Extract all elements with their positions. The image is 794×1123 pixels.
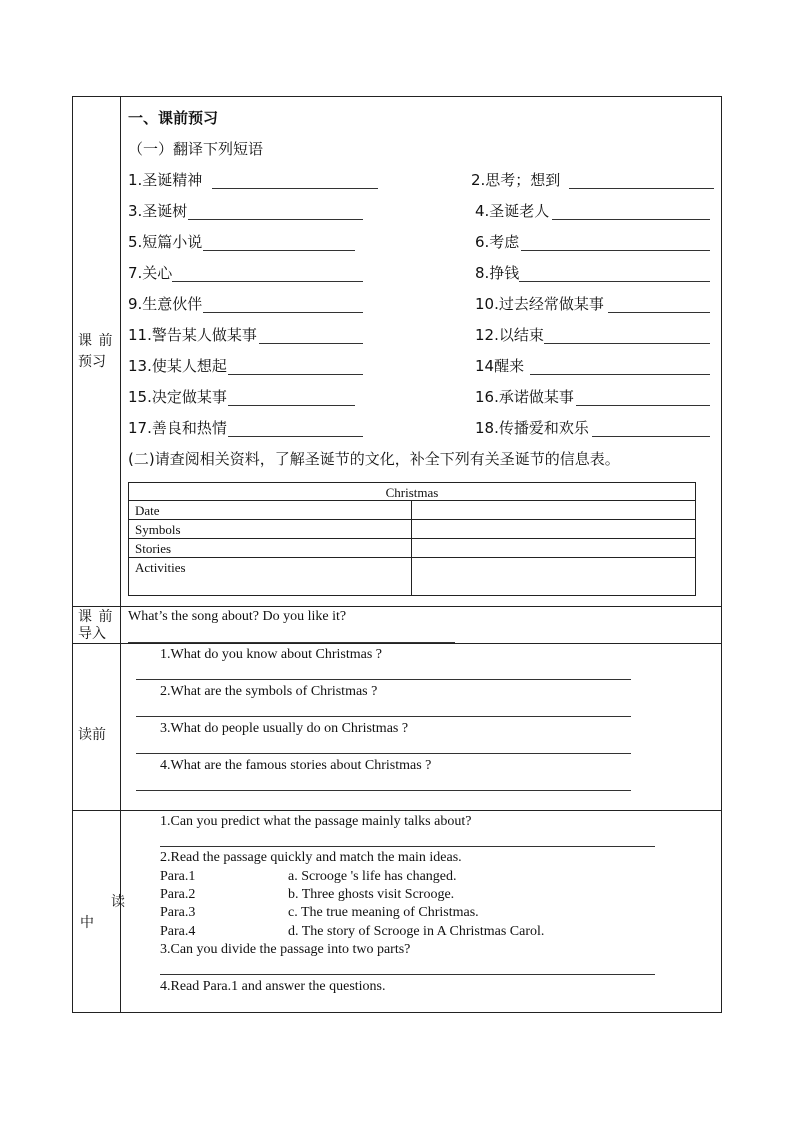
- table-row-label: Symbols: [135, 522, 181, 537]
- side-label-pre-reading: 读前: [78, 727, 106, 743]
- phrase-item: 1.圣诞精神: [128, 171, 203, 189]
- para-label: Para.4: [160, 924, 196, 939]
- question-item: 4.What are the famous stories about Christmas ?: [160, 758, 432, 773]
- main-idea-option: b. Three ghosts visit Scrooge.: [288, 887, 455, 902]
- answer-blank[interactable]: [228, 405, 355, 406]
- intro-question: What’s the song about? Do you like it?: [128, 609, 347, 624]
- answer-blank[interactable]: [136, 753, 631, 754]
- subheading-translate: （一）翻译下列短语: [128, 140, 264, 158]
- side-label-while-reading-2: 中: [80, 915, 94, 931]
- phrase-item: 17.善良和热情: [128, 419, 227, 437]
- answer-blank[interactable]: [259, 343, 363, 344]
- answer-blank[interactable]: [521, 250, 710, 251]
- main-idea-option: d. The story of Scrooge in A Christmas Carol.: [288, 924, 545, 939]
- phrase-item: 5.短篇小说: [128, 233, 203, 251]
- answer-blank[interactable]: [228, 436, 363, 437]
- table-title: Christmas: [385, 485, 439, 500]
- answer-blank[interactable]: [136, 716, 631, 717]
- phrase-item: 3.圣诞树: [128, 202, 188, 220]
- answer-blank[interactable]: [160, 974, 655, 975]
- question-item: 2.What are the symbols of Christmas ?: [160, 684, 378, 699]
- phrase-item: 16.承诺做某事: [475, 388, 574, 406]
- answer-blank[interactable]: [530, 374, 710, 375]
- answer-blank[interactable]: [228, 374, 363, 375]
- side-label-while-reading-1: 读: [111, 894, 125, 910]
- para-label: Para.2: [160, 887, 196, 902]
- phrase-item: 7.关心: [128, 264, 173, 282]
- side-label-preview-1: 课 前: [78, 333, 114, 349]
- main-idea-option: a. Scrooge 's life has changed.: [288, 869, 457, 884]
- answer-blank[interactable]: [576, 405, 710, 406]
- main-idea-option: c. The true meaning of Christmas.: [288, 905, 479, 920]
- phrase-item: 9.生意伙伴: [128, 295, 203, 313]
- answer-blank[interactable]: [172, 281, 363, 282]
- answer-blank[interactable]: [608, 312, 710, 313]
- question-item: 1.What do you know about Christmas ?: [160, 647, 383, 662]
- answer-blank[interactable]: [160, 846, 655, 847]
- para-label: Para.1: [160, 869, 196, 884]
- phrase-item: 14醒来: [475, 357, 525, 375]
- while-reading-q2: 2.Read the passage quickly and match the main ideas.: [160, 850, 462, 865]
- phrase-item: 6.考虑: [475, 233, 520, 251]
- answer-blank[interactable]: [136, 679, 631, 680]
- answer-blank[interactable]: [203, 250, 355, 251]
- phrase-item: 13.使某人想起: [128, 357, 227, 375]
- question-item: 3.What do people usually do on Christmas ?: [160, 721, 409, 736]
- answer-blank[interactable]: [128, 642, 455, 643]
- answer-blank[interactable]: [592, 436, 710, 437]
- answer-blank[interactable]: [212, 188, 378, 189]
- table-row-label: Activities: [135, 560, 186, 575]
- side-label-intro-1: 课 前: [78, 609, 114, 625]
- table-row-label: Stories: [135, 541, 172, 556]
- phrase-item: 11.警告某人做某事: [128, 326, 257, 344]
- phrase-item: 4.圣诞老人: [475, 202, 550, 220]
- answer-blank[interactable]: [188, 219, 363, 220]
- side-label-preview-2: 预习: [78, 354, 106, 370]
- answer-blank[interactable]: [136, 790, 631, 791]
- answer-blank[interactable]: [552, 219, 710, 220]
- section-heading: 一、课前预习: [128, 109, 219, 127]
- answer-blank[interactable]: [544, 343, 710, 344]
- table-row-label: Date: [135, 503, 160, 518]
- phrase-item: 8.挣钱: [475, 264, 520, 282]
- while-reading-q4: 4.Read Para.1 and answer the questions.: [160, 979, 386, 994]
- subheading-research: (二)请查阅相关资料，了解圣诞节的文化，补全下列有关圣诞节的信息表。: [128, 450, 620, 468]
- while-reading-q3: 3.Can you divide the passage into two parts?: [160, 942, 411, 957]
- phrase-item: 15.决定做某事: [128, 388, 227, 406]
- phrase-item: 18.传播爱和欢乐: [475, 419, 589, 437]
- phrase-item: 12.以结束: [475, 326, 544, 344]
- phrase-item: 10.过去经常做某事: [475, 295, 604, 313]
- phrase-item: 2.思考；想到: [471, 171, 561, 189]
- side-label-intro-2: 导入: [78, 626, 106, 642]
- answer-blank[interactable]: [203, 312, 363, 313]
- answer-blank[interactable]: [569, 188, 714, 189]
- answer-blank[interactable]: [519, 281, 710, 282]
- para-label: Para.3: [160, 905, 196, 920]
- while-reading-q1: 1.Can you predict what the passage mainly talks about?: [160, 814, 472, 829]
